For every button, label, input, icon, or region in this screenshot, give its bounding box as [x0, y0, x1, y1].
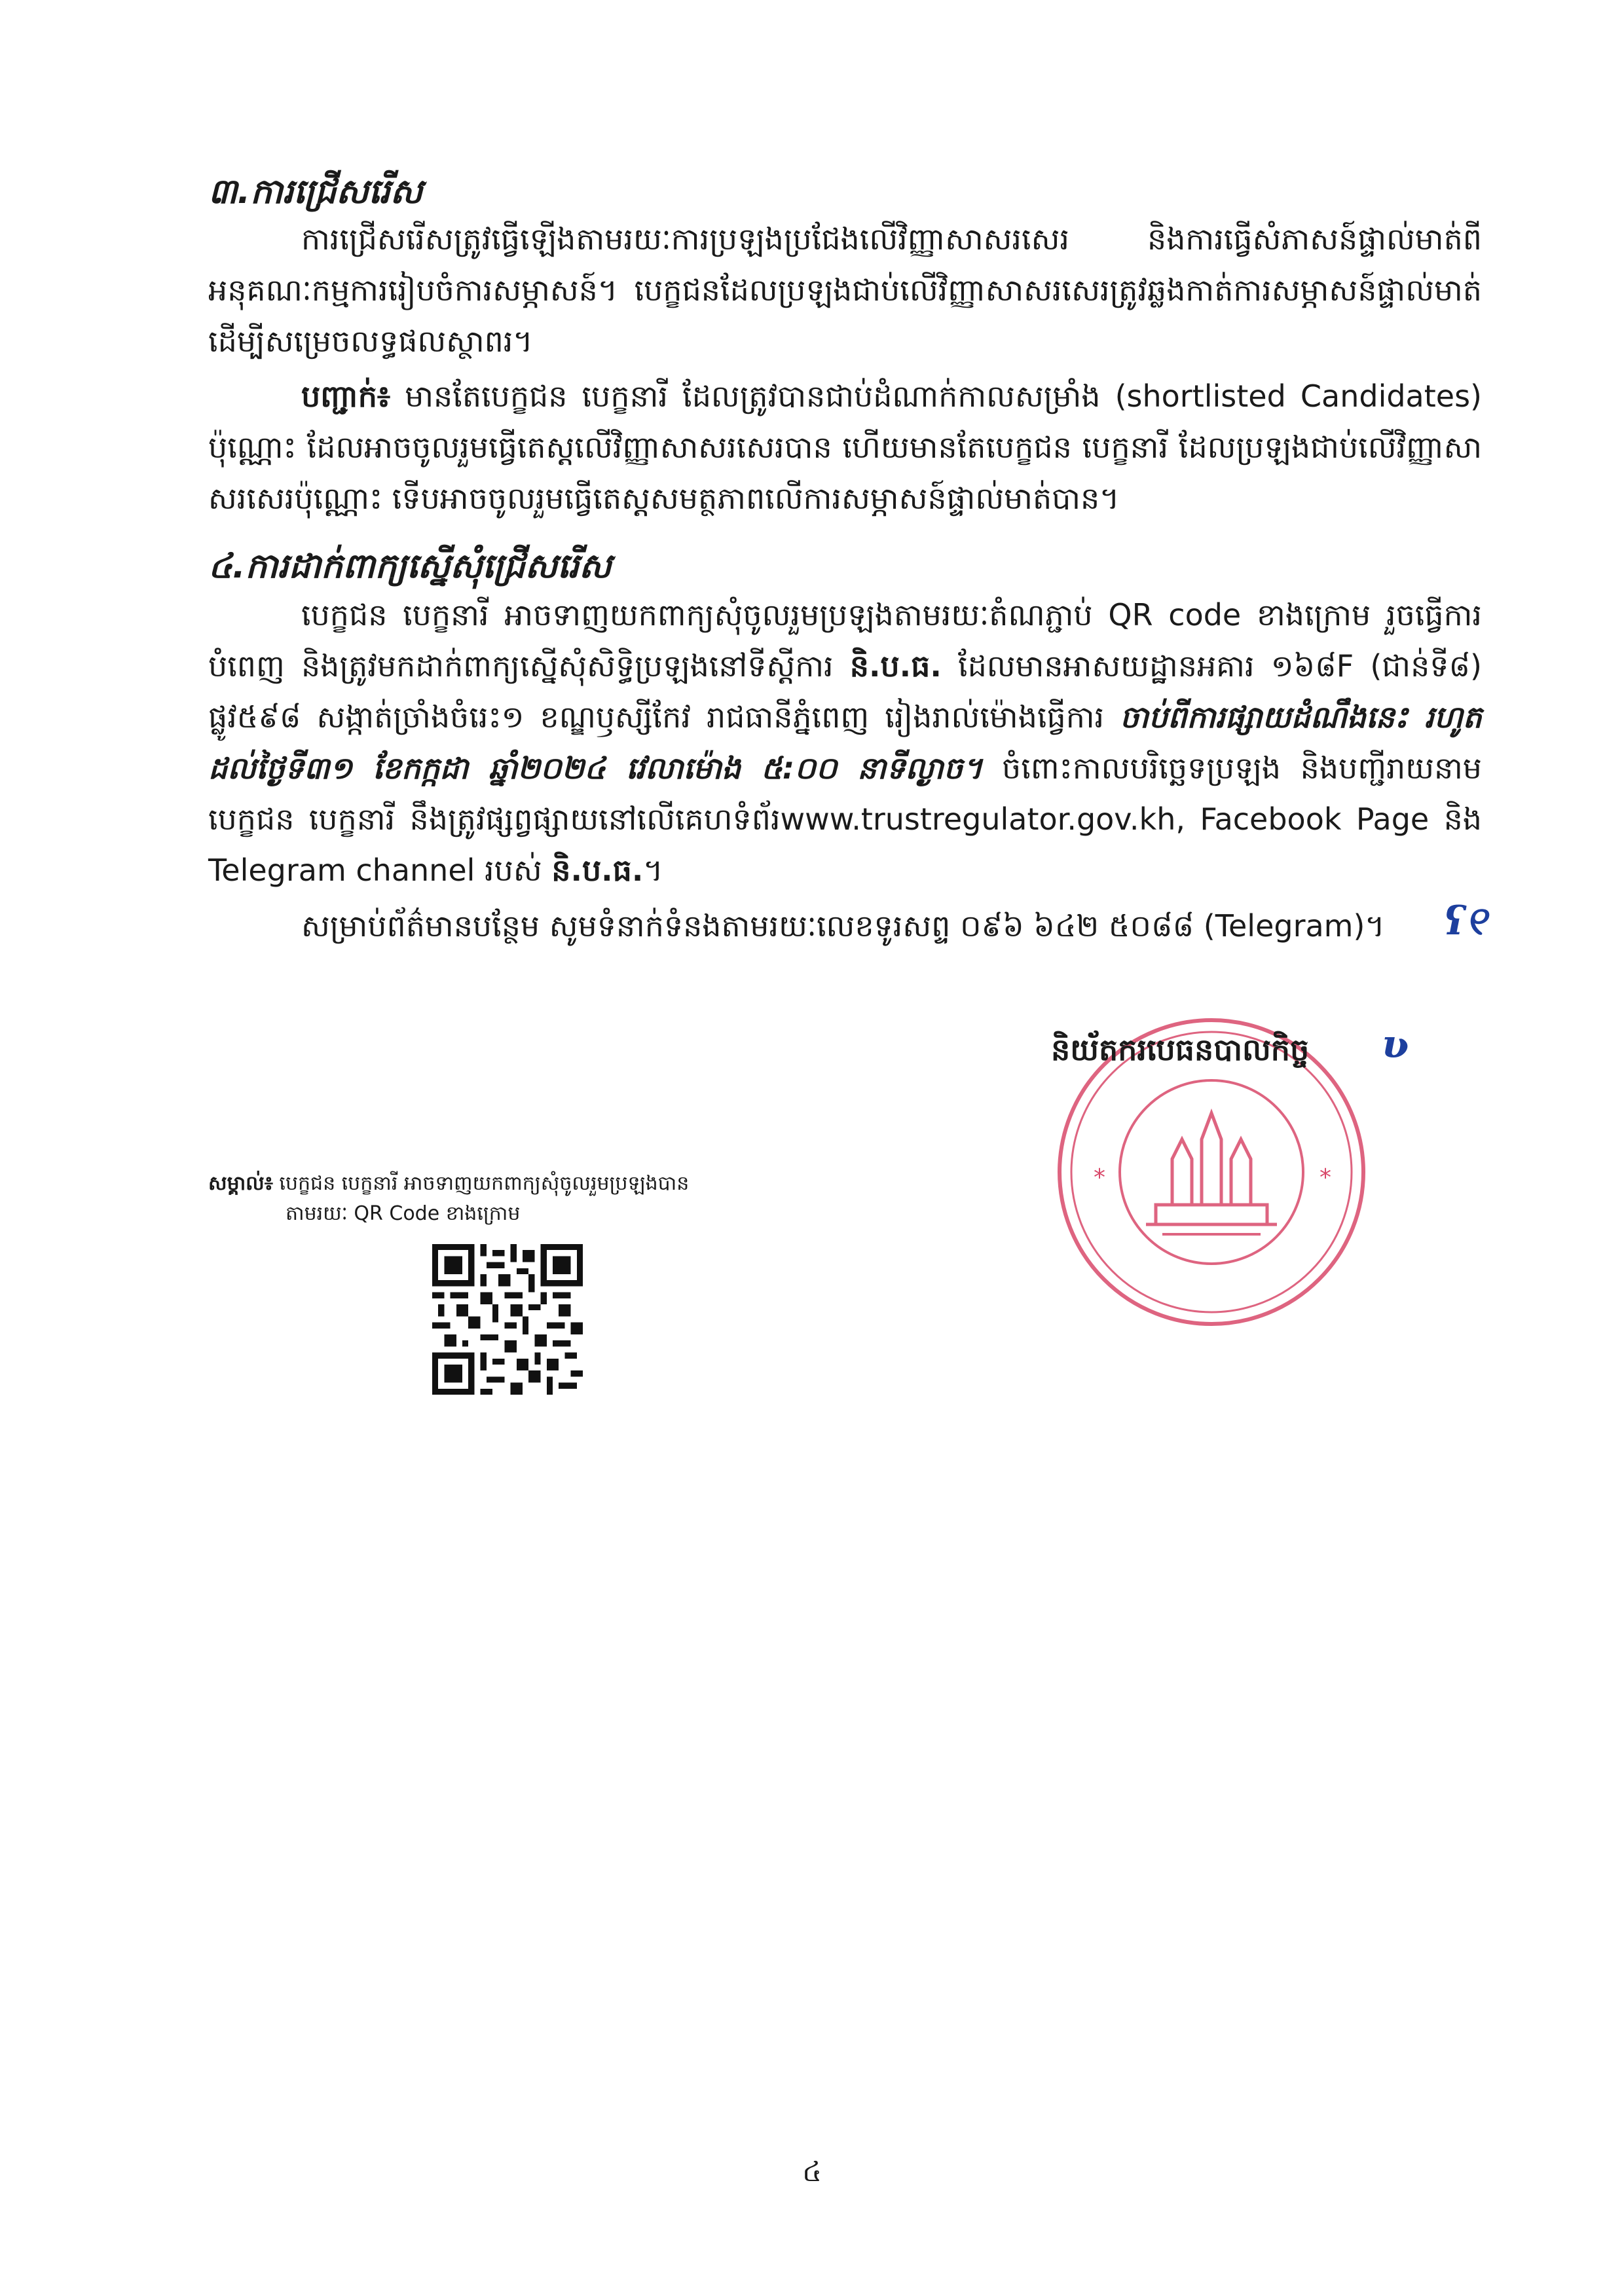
section-3-clarification-text: មានតែបេក្ខជន បេក្ខនារី ដែលត្រូវបានជាប់ដំណាក់កាលសម្រាំង (shortlisted Candidates) ប៉ុណ្ណោះ ដែលអាចចូលរួមធ្វើតេស្តលើវិញ្ញាសាសរសេរបាន ហើយមានតែបេក្ខជន បេក្ខនារី ដែលប្រឡងជាប់លើវិញ្ញាសាសរសេរប៉ុណ្ណោះ ទើបអាចចូលរួមធ្វើតេស្តសមត្ថភាពលើការសម្ភាសន៍ផ្ទាល់មាត់បាន។: [208, 378, 1482, 516]
footnote-line-2: តាមរយៈ QR Code ខាងក្រោម: [286, 1202, 521, 1225]
section-4-text-b: ដែលមានអាសយដ្ឋានអគារ ១៦៨F (ជាន់ទី៨) ផ្លូវ៥៩៨ សង្កាត់ច្រាំងចំរេះ១ ខណ្ឌឫស្សីកែវ រាជធានីភ្នំពេញ រៀងរាល់ម៉ោងធ្វើការ: [208, 648, 1482, 735]
footnote: [208, 1169, 798, 1229]
section-3-text: ការជ្រើសរើសត្រូវធ្វើឡើងតាមរយៈការប្រឡងប្រជែងលើវិញ្ញាសាសរសេរ និងការធ្វើសំភាសន៍ផ្ទាល់មាត់ពីអនុគណៈកម្មការរៀបចំការសម្ភាសន៍។ បេក្ខជនដែលប្រឡងជាប់លើវិញ្ញាសាសរសេរត្រូវឆ្លងកាត់ការសម្ភាសន៍ផ្ទាល់មាត់ដើម្បីសម្រេចលទ្ធផលស្ថាពរ។: [208, 221, 1482, 359]
section-4-paragraph-1: [208, 589, 1482, 896]
org-abbreviation: និ.ប.ធ.: [551, 853, 644, 888]
section-4-paragraph-2: [208, 900, 1433, 951]
section-4-heading: ៤.ការដាក់ពាក្យស្នើសុំជ្រើសរើស: [208, 547, 612, 586]
section-3-paragraph-1: [208, 213, 1482, 367]
svg-text:*: *: [1320, 1164, 1331, 1191]
page-number: ៤: [802, 2156, 822, 2188]
contact-text: សម្រាប់ព័ត៌មានបន្ថែម សូមទំនាក់ទំនងតាមរយៈលេខទូរសព្ទ ០៩៦ ៦៤២ ៥០៨៨ (Telegram)។: [301, 908, 1385, 944]
svg-text:*: *: [1094, 1164, 1105, 1191]
director-title: និយ័តករបេធនបាលកិច្ច: [1051, 1032, 1310, 1067]
note-label-bold: បញ្ជាក់៖: [301, 378, 391, 414]
footnote-line-1: បេក្ខជន បេក្ខនារី អាចទាញយកពាក្យសុំចូលរួមប្រឡងបាន: [272, 1172, 690, 1195]
director-initials: ʋ: [1382, 1021, 1409, 1067]
section-4-text-a: បេក្ខជន បេក្ខនារី អាចទាញយកពាក្យសុំចូលរួមប្រឡងតាមរយៈតំណភ្ជាប់ QR code ខាងក្រោម រួចធ្វើការបំពេញ និងត្រូវមកដាក់ពាក្យស្នើសុំសិទ្ធិប្រឡងនៅទីស្តីការ: [208, 597, 1482, 684]
contact-initials: ʕ୧: [1444, 898, 1486, 944]
section-3-heading: ៣.ការជ្រើសរើស: [208, 172, 423, 211]
section-4-text-end: ។: [643, 853, 663, 888]
section-3-paragraph-2: [208, 371, 1482, 524]
footnote-label: សម្គាល់៖: [208, 1172, 273, 1195]
deadline-text: ចាប់ពីការផ្សាយដំណឹងនេះ រហូតដល់ថ្ងៃទី៣១ ខែកក្កដា ឆ្នាំ២០២៤ វេលាម៉ោង ៥:០០ នាទីល្ងាច។: [208, 699, 1482, 786]
qr-code-icon[interactable]: [432, 1244, 583, 1395]
org-abbreviation: និ.ប.ធ.: [849, 648, 942, 684]
section-4-text-c: ចំពោះកាលបរិច្ឆេទប្រឡង និងបញ្ជីរាយនាមបេក្ខជន បេក្ខនារី នឹងត្រូវផ្សព្វផ្សាយនៅលើគេហទំព័រwww.trustregulator.gov.kh, Facebook Page និង Telegram channel របស់: [208, 750, 1483, 888]
